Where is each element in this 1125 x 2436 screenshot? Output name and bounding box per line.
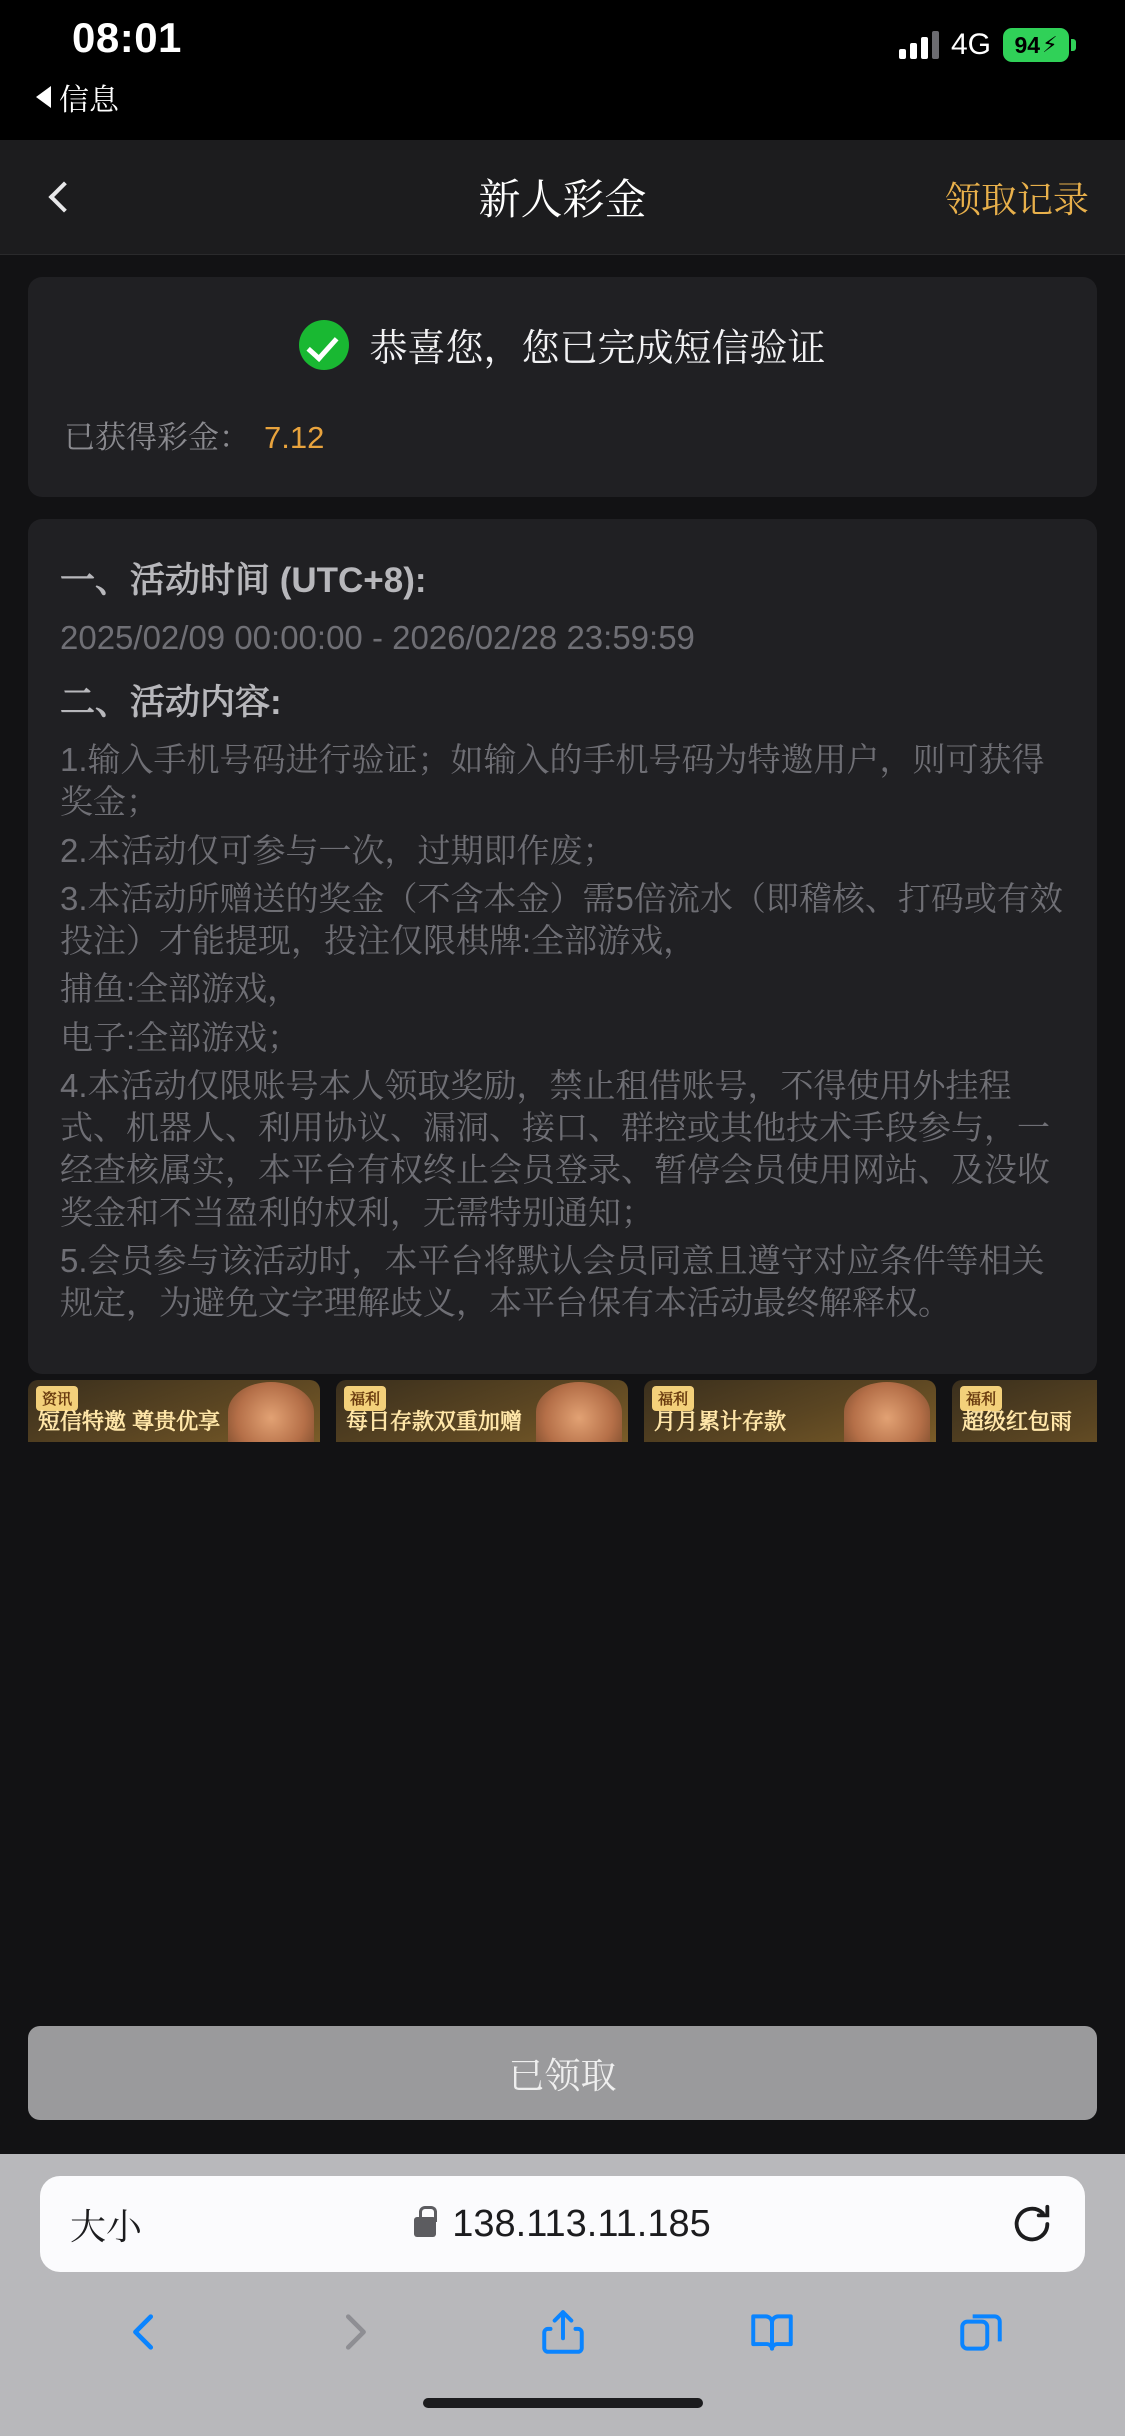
rules-section-1-title: 一、活动时间 (UTC+8): — [60, 561, 427, 600]
address-bar[interactable] — [40, 2176, 1085, 2272]
back-button[interactable] — [34, 167, 94, 227]
promo-banner-title: 每日存款双重加赠 — [346, 1409, 523, 1435]
amount-row — [64, 412, 1061, 457]
promo-banner-tag: 福利 — [960, 1386, 1002, 1411]
promo-banner[interactable] — [28, 1380, 320, 1442]
browser-forward-button[interactable] — [309, 2287, 399, 2377]
promo-banner[interactable] — [336, 1380, 628, 1442]
network-type-label: 4G — [950, 28, 991, 61]
chevron-left-icon — [48, 181, 79, 212]
charging-bolt-icon: ⚡ — [1042, 32, 1058, 57]
result-card — [28, 277, 1097, 497]
success-message: 恭喜您，您已完成短信验证 — [369, 328, 826, 370]
promo-banner-art — [228, 1382, 314, 1442]
rules-section-2-title: 二、活动内容: — [60, 683, 282, 723]
promo-banner-title: 月月累计存款 — [654, 1409, 787, 1435]
rule-item: 4.本活动仅限账号本人领取奖励，禁止租借账号，不得使用外挂程式、机器人、利用协议、漏洞、接口、群控或其他技术手段参与，一经查核属实，本平台有权终止会员登录、暂停会员使用网站、及没收奖金和不当盈利的权利，无需特别通知； — [60, 1066, 1050, 1231]
rule-item: 1.输入手机号码进行验证；如输入的手机号码为特邀用户，则可获得奖金； — [60, 741, 1045, 821]
claim-button-area — [0, 2008, 1125, 2154]
promo-banner-tag: 福利 — [652, 1386, 694, 1411]
promo-banner-tag: 资讯 — [36, 1386, 78, 1411]
rule-item: 捕鱼:全部游戏， — [60, 970, 301, 1008]
status-time: 08:01 — [72, 14, 182, 61]
rule-item: 3.本活动所赠送的奖金（不含本金）需5倍流水（即稽核、打码或有效投注）才能提现，投注仅限棋牌:全部游戏， — [60, 879, 1063, 960]
promo-banner-art — [536, 1382, 622, 1442]
status-indicators — [899, 28, 1069, 62]
activity-date-range: 2025/02/09 00:00:00 - 2026/02/28 23:59:59 — [60, 619, 695, 656]
tabs-icon[interactable] — [936, 2287, 1026, 2377]
amount-value: 7.12 — [264, 420, 325, 455]
home-indicator — [0, 2392, 1125, 2436]
promo-banner-strip[interactable] — [28, 1374, 1097, 1442]
reload-icon[interactable] — [1009, 2201, 1055, 2247]
battery-indicator — [1003, 28, 1069, 62]
claim-record-link[interactable]: 领取记录 — [944, 178, 1089, 220]
claim-button[interactable]: 已领取 — [28, 2026, 1097, 2120]
promo-banner-tag: 福利 — [344, 1386, 386, 1411]
book-icon[interactable] — [727, 2287, 817, 2377]
check-circle-icon — [299, 320, 349, 370]
return-to-messages-label: 信息 — [59, 84, 119, 117]
url-text: 138.113.11.185 — [452, 2202, 711, 2245]
share-icon[interactable] — [518, 2287, 608, 2377]
promo-banner-title: 短信特邀 尊贵优享 — [38, 1409, 221, 1435]
promo-banner-art — [844, 1382, 930, 1442]
rule-item: 5.会员参与该活动时，本平台将默认会员同意且遵守对应条件等相关规定，为避免文字理解歧义，本平台保有本活动最终解释权。 — [60, 1241, 1045, 1322]
promo-banner[interactable] — [952, 1380, 1097, 1442]
amount-label: 已获得彩金： — [64, 420, 250, 455]
rules-card — [28, 519, 1097, 1374]
promo-banner-title: 超级红包雨 — [962, 1409, 1073, 1435]
rule-item: 2.本活动仅可参与一次，过期即作废； — [60, 831, 616, 869]
browser-toolbar — [0, 2272, 1125, 2392]
rule-item: 电子:全部游戏； — [60, 1018, 301, 1056]
lock-icon — [414, 2217, 436, 2237]
app-header — [0, 140, 1125, 255]
text-size-button[interactable]: 大小 — [70, 2205, 143, 2247]
signal-icon — [899, 31, 939, 59]
page-content — [0, 255, 1125, 2008]
page-title: 新人彩金 — [478, 176, 647, 223]
battery-level-label: 94 — [1014, 31, 1041, 58]
browser-bottom-bar — [0, 2154, 1125, 2436]
success-row — [64, 317, 1061, 372]
status-bar — [0, 0, 1125, 140]
return-to-messages-button[interactable] — [36, 75, 119, 119]
triangle-left-icon — [36, 86, 51, 108]
browser-back-button[interactable] — [100, 2287, 190, 2377]
address-center — [40, 2203, 1085, 2246]
promo-banner[interactable] — [644, 1380, 936, 1442]
